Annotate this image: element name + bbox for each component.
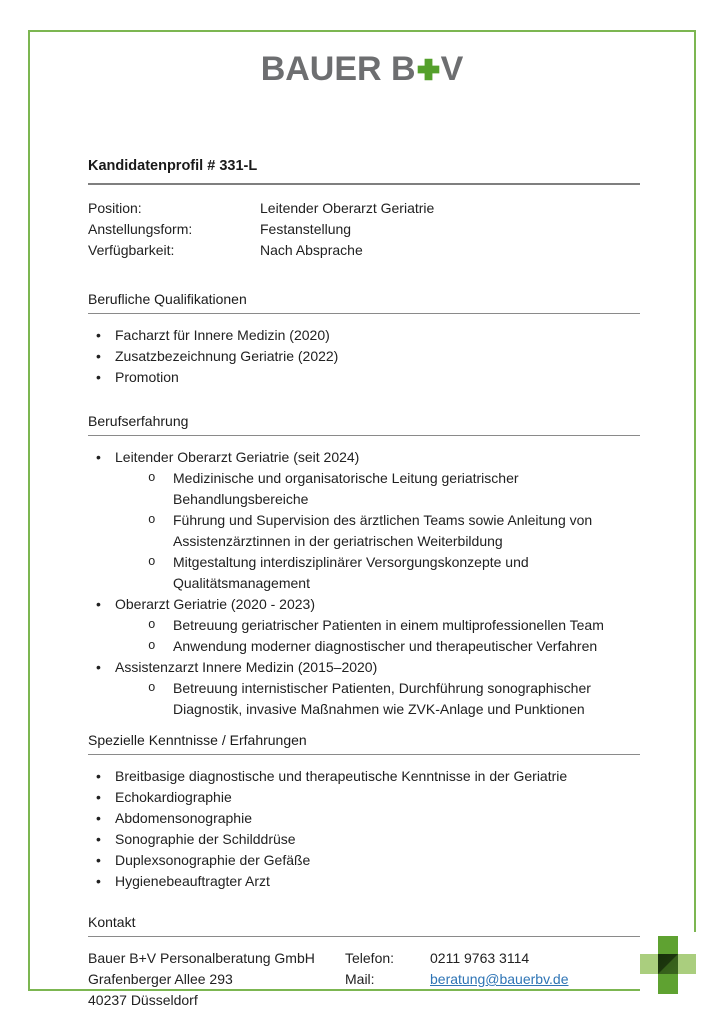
field-value: Festanstellung — [260, 221, 352, 237]
list-item — [88, 829, 640, 850]
contact-phone-row — [345, 948, 569, 969]
list-item — [88, 510, 640, 552]
list-item-text: Breitbasige diagnostische und therapeutische Kenntnisse in der Geriatrie — [115, 768, 568, 784]
list-item-text: Facharzt für Innere Medizin (2020) — [115, 327, 330, 343]
list-item — [88, 850, 640, 871]
bullet-icon: • — [96, 596, 101, 612]
list-item-text: Betreuung geriatrischer Patienten in einem multiprofessionellen Team — [173, 617, 604, 633]
list-item — [88, 346, 640, 367]
circle-bullet-icon: o — [148, 555, 156, 569]
bullet-icon: • — [96, 327, 101, 343]
bullet-icon: • — [96, 810, 101, 826]
page-border-left — [28, 30, 30, 991]
list-item-text: Betreuung internistischer Patienten, Durchführung sonographischer Diagnostik, invasive Maßnahmen wie ZVK-Anlage und Punktionen — [173, 680, 591, 717]
contact-company-address — [88, 948, 345, 1011]
page-border-right — [694, 30, 696, 932]
list-item-text: Oberarzt Geriatrie (2020 - 2023) — [115, 596, 315, 612]
logo-text-right: V — [440, 50, 464, 88]
document-content — [88, 157, 640, 1011]
company-logo — [0, 50, 724, 89]
field-label: Verfügbarkeit: — [88, 242, 175, 258]
list-item-text: Zusatzbezeichnung Geriatrie (2022) — [115, 348, 339, 364]
circle-bullet-icon: o — [148, 513, 156, 527]
contact-mail-row — [345, 969, 569, 990]
field-row-position — [88, 198, 640, 219]
list-item — [88, 325, 640, 346]
bullet-icon: • — [96, 449, 101, 465]
list-item-text: Hygienebeauftragter Arzt — [115, 873, 270, 889]
company-city: 40237 Düsseldorf — [88, 992, 198, 1008]
circle-bullet-icon: o — [148, 639, 156, 653]
circle-bullet-icon: o — [148, 471, 156, 485]
contact-details — [345, 948, 569, 1011]
list-item-text: Mitgestaltung interdisziplinärer Versorgungskonzepte und Qualitätsmanagement — [173, 554, 529, 591]
company-street: Grafenberger Allee 293 — [88, 971, 233, 987]
circle-bullet-icon: o — [148, 681, 156, 695]
bullet-icon: • — [96, 369, 101, 385]
skills-list — [88, 766, 640, 892]
bullet-icon: • — [96, 831, 101, 847]
list-item — [88, 367, 640, 388]
list-item-text: Leitender Oberarzt Geriatrie (seit 2024) — [115, 449, 360, 465]
logo-text-left: BAUER B — [260, 50, 416, 88]
experience-list — [88, 447, 640, 720]
bullet-icon: • — [96, 873, 101, 889]
mail-label: Mail: — [345, 971, 375, 987]
list-item-text: Promotion — [115, 369, 179, 385]
list-item — [88, 636, 640, 657]
company-name: Bauer B+V Personalberatung GmbH — [88, 950, 315, 966]
phone-number: 0211 9763 3114 — [430, 950, 530, 966]
section-heading-kenntnisse: Spezielle Kenntnisse / Erfahrungen — [88, 731, 640, 755]
list-item-text: Medizinische und organisatorische Leitung geriatrischer Behandlungsbereiche — [173, 470, 519, 507]
bullet-icon: • — [96, 348, 101, 364]
field-value: Nach Absprache — [260, 242, 363, 258]
list-item — [88, 787, 640, 808]
logo-plus-cross-icon — [417, 51, 440, 89]
corner-plus-cross-overlap — [658, 954, 678, 974]
page-title: Kandidatenprofil # 331-L — [88, 157, 640, 185]
list-item — [88, 468, 640, 510]
circle-bullet-icon: o — [148, 618, 156, 632]
list-item — [88, 594, 640, 615]
list-item-text: Sonographie der Schilddrüse — [115, 831, 296, 847]
field-label: Position: — [88, 200, 142, 216]
field-row-verfuegbarkeit — [88, 240, 640, 261]
list-item — [88, 808, 640, 829]
list-item-text: Duplexsonographie der Gefäße — [115, 852, 311, 868]
page-border-top — [28, 30, 696, 32]
field-label: Anstellungsform: — [88, 221, 193, 237]
bullet-icon: • — [96, 789, 101, 805]
list-item — [88, 766, 640, 787]
section-heading-kontakt: Kontakt — [88, 913, 640, 937]
bullet-icon: • — [96, 768, 101, 784]
field-value: Leitender Oberarzt Geriatrie — [260, 200, 435, 216]
list-item — [88, 678, 640, 720]
qualifications-list — [88, 325, 640, 388]
phone-label: Telefon: — [345, 950, 395, 966]
list-item — [88, 447, 640, 468]
list-item — [88, 871, 640, 892]
bullet-icon: • — [96, 659, 101, 675]
field-row-anstellungsform — [88, 219, 640, 240]
section-heading-qualifikationen: Berufliche Qualifikationen — [88, 290, 640, 314]
list-item-text: Assistenzarzt Innere Medizin (2015–2020) — [115, 659, 378, 675]
section-heading-berufserfahrung: Berufserfahrung — [88, 412, 640, 436]
bullet-icon: • — [96, 852, 101, 868]
email-link[interactable]: beratung@bauerbv.de — [430, 971, 569, 987]
list-item — [88, 552, 640, 594]
contact-block — [88, 948, 640, 1011]
profile-fields — [88, 198, 640, 261]
list-item-text: Echokardiographie — [115, 789, 232, 805]
list-item-text: Anwendung moderner diagnostischer und therapeutischer Verfahren — [173, 638, 598, 654]
list-item — [88, 657, 640, 678]
list-item — [88, 615, 640, 636]
list-item-text: Abdomensonographie — [115, 810, 252, 826]
list-item-text: Führung und Supervision des ärztlichen Teams sowie Anleitung von Assistenzärztinnen in der geriatrischen Weiterbildung — [173, 512, 593, 549]
